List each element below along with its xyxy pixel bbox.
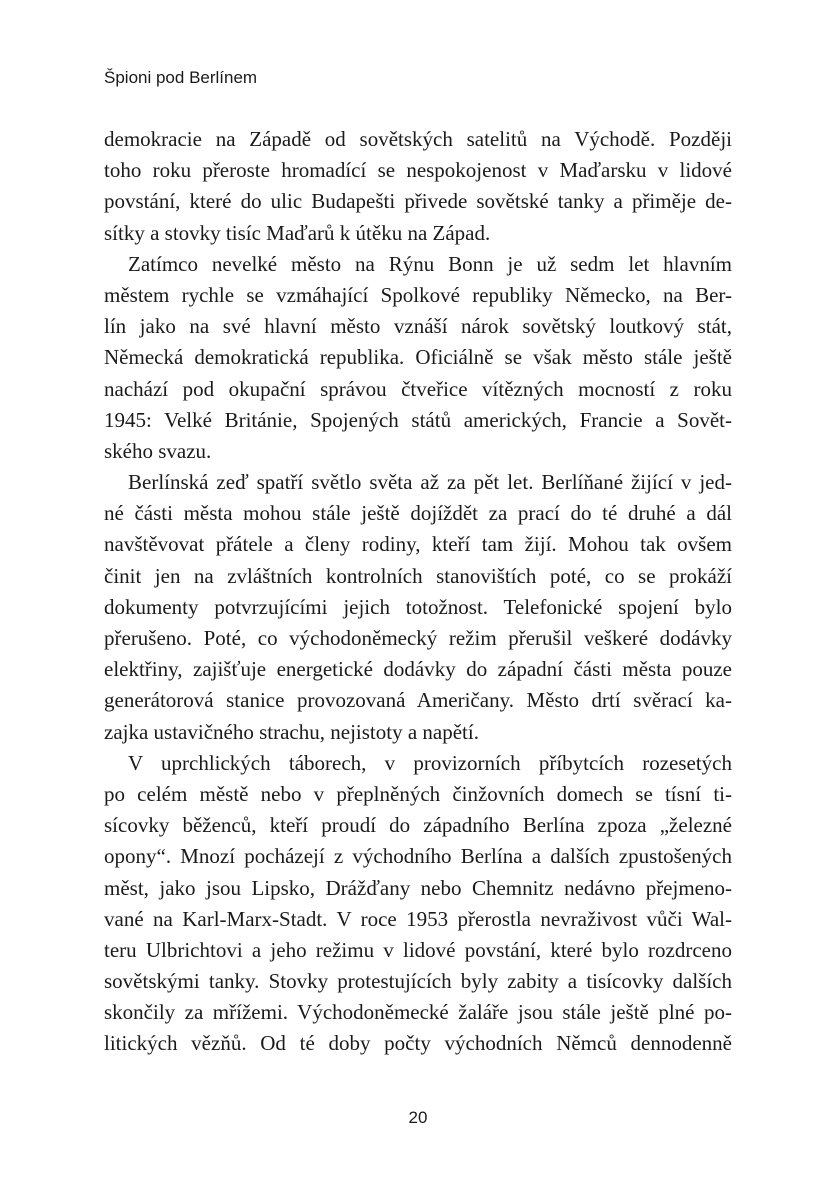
text-line: Berlínská zeď spatří světlo světa až za pět let. Berlíňané žijící v jed- [128, 470, 732, 495]
text-line: městem rychle se vzmáhající Spolkové republiky Německo, na Ber- [104, 282, 732, 307]
text-line: povstání, které do ulic Budapešti přivede sovětské tanky a přiměje de- [104, 189, 732, 214]
text-line: navštěvovat přátele a členy rodiny, kteří tam žijí. Mohou tak ovšem [104, 532, 732, 557]
text-line: Zatímco nevelké město na Rýnu Bonn je už sedm let hlavním [128, 251, 732, 276]
text-line: vané na Karl-Marx-Stadt. V roce 1953 přerostla nevraživost vůči Wal- [104, 906, 732, 931]
paragraph [104, 124, 732, 249]
paragraph [104, 748, 732, 1060]
text-line: skončily za mřížemi. Východoněmecké žaláře jsou stále ještě plné po- [104, 1000, 732, 1025]
text-line: opony“. Mnozí pocházejí z východního Berlína a dalších zpustošených [104, 844, 732, 869]
text-line: 1945: Velké Británie, Spojených států amerických, Francie a Sovět- [104, 407, 732, 432]
page-number: 20 [408, 1108, 428, 1127]
text-line: lín jako na své hlavní město vznáší nárok sovětský loutkový stát, [104, 314, 732, 339]
text-line: generátorová stanice provozovaná Američany. Město drtí svěrací ka- [104, 688, 732, 713]
text-line: sítky a stovky tisíc Maďarů k útěku na Západ. [104, 220, 491, 245]
text-line: dokumenty potvrzujícími jejich totožnost. Telefonické spojení bylo [104, 594, 732, 619]
text-line: po celém městě nebo v přeplněných činžovních domech se tísní ti- [104, 781, 732, 806]
text-line: zajka ustavičného strachu, nejistoty a napětí. [104, 719, 479, 744]
text-line: činit jen na zvláštních kontrolních stanovištích poté, co se prokáží [104, 563, 732, 588]
text-line: demokracie na Západě od sovětských satelitů na Východě. Později [104, 127, 732, 151]
text-line: Německá demokratická republika. Oficiálně se však město stále ještě [104, 345, 732, 370]
text-line: V uprchlických táborech, v provizorních příbytcích rozesetých [128, 750, 732, 775]
text-line: ského svazu. [104, 438, 212, 463]
paragraph [104, 467, 732, 748]
text-line: nachází pod okupační správou čtveřice vítězných mocností z roku [104, 376, 732, 401]
text-line: sícovky běženců, kteří proudí do západního Berlína zpoza „železné [104, 813, 732, 838]
text-line: sovětskými tanky. Stovky protestujících byly zabity a tisícovky dalších [104, 969, 732, 994]
paragraph [104, 249, 732, 467]
text-line: teru Ulbrichtovi a jeho režimu v lidové povstání, které bylo rozdrceno [104, 937, 732, 962]
text-line: elektřiny, zajišťuje energetické dodávky do západní části města pouze [104, 657, 732, 682]
running-header: Špioni pod Berlínem [104, 68, 258, 87]
text-line: toho roku přeroste hromadící se nespokojenost v Maďarsku v lidové [104, 158, 732, 183]
text-line: přerušeno. Poté, co východoněmecký režim přerušil veškeré dodávky [104, 626, 732, 650]
text-line: litických vězňů. Od té doby počty východních Němců dennodenně [104, 1031, 732, 1056]
text-line: né části města mohou stále ještě dojíždět za prací do té druhé a dál [104, 501, 732, 526]
text-line: měst, jako jsou Lipsko, Drážďany nebo Chemnitz nedávno přejmeno- [104, 875, 732, 900]
body-text [104, 124, 732, 1060]
